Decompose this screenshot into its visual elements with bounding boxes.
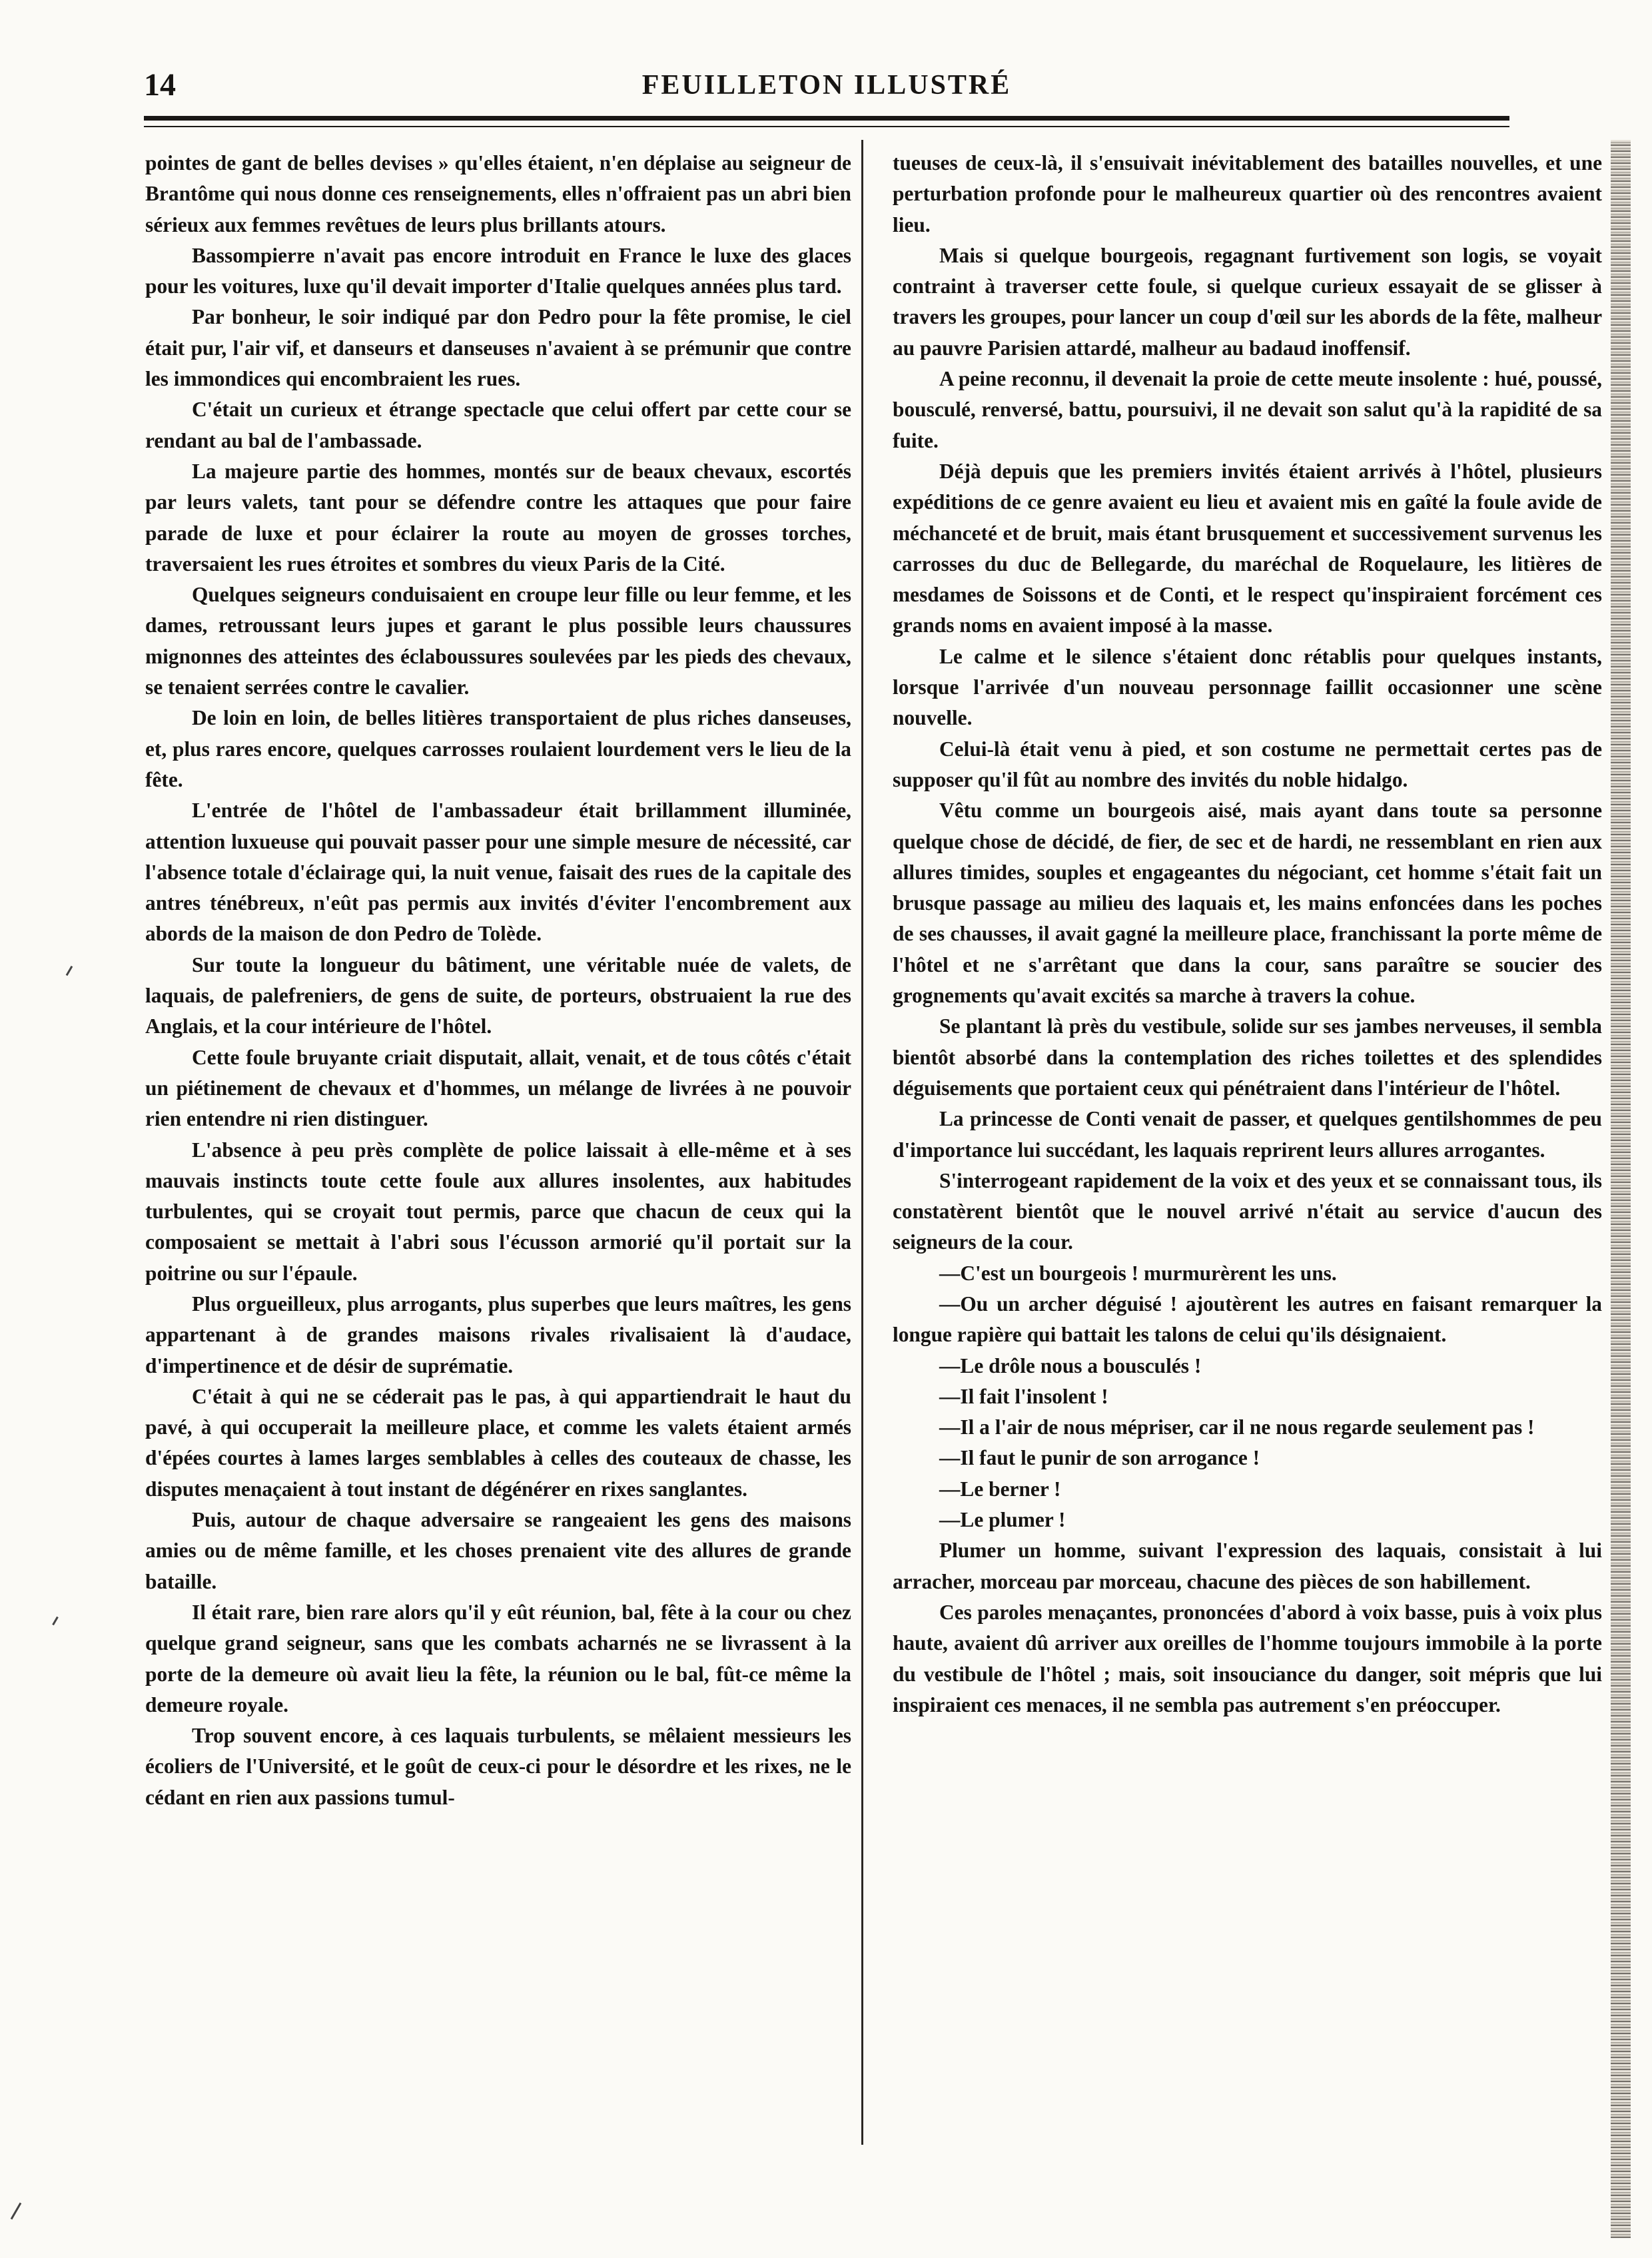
paragraph: Déjà depuis que les premiers invités étaient arrivés à l'hôtel, plusieurs expéditions de ce genre avaient eu lieu et avaient mis en gaîté la foule avide de méchanceté et de bruit, mais étant brusquement et successivement survenus les carrosses du duc de Bellegarde, du maréchal de Roquelaure, les litières de mesdames de Soissons et de Conti, et le respect qu'inspiraient forcément ces grands noms en avaient imposé à la masse. <box>893 459 1602 637</box>
running-title: FEUILLETON ILLUSTRÉ <box>641 70 1012 101</box>
paragraph: La majeure partie des hommes, montés sur de beaux chevaux, escortés par leurs valets, tant pour se défendre contre les attaques que pour faire parade de luxe et pour éclairer la route au moyen de grosses torches, traversaient les rues étroites et sombres du vieux Paris de la Cité. <box>145 459 851 575</box>
paragraph: Ces paroles menaçantes, prononcées d'abord à voix basse, puis à voix plus haute, avaient dû arriver aux oreilles de l'homme toujours immobile à la porte du vestibule de l'hôtel ; mais, soit insouciance du danger, soit mépris que lui inspiraient ces menaces, il ne sembla pas autrement s'en préoccuper. <box>893 1600 1602 1716</box>
paragraph: Trop souvent encore, à ces laquais turbulents, se mêlaient messieurs les écoliers de l'Université, et le goût de ceux-ci pour le désordre et les rixes, ne le cédant en rien aux passions tumul- <box>145 1724 851 1809</box>
dialogue-line: —Le berner ! <box>939 1477 1061 1501</box>
dialogue-line: —Il faut le punir de son arrogance ! <box>939 1446 1260 1470</box>
paragraph: C'était à qui ne se céderait pas le pas, à qui appartiendrait le haut du pavé, à qui occuperait la meilleure place, et comme les valets étaient armés d'épées courtes à lames larges semblables à celles des couteaux de chasse, les disputes menaçaient à tout instant de dégénérer en rixes sanglantes. <box>145 1384 851 1501</box>
paragraph: Vêtu comme un bourgeois aisé, mais ayant dans toute sa personne quelque chose de décidé, de fier, de sec et de hardi, ne ressemblant en rien aux allures timides, souples et engageantes du négociant, cet homme s'était fait un brusque passage au milieu des laquais et, les mains enfoncées dans les poches de ses chausses, il avait gagné la meilleure place, franchissant la porte même de l'hôtel et ne s'arrêtant que dans la cour, sans paraître se soucier des grognements qu'avait excités sa marche à travers la cohue. <box>893 799 1602 1008</box>
paragraph: Celui-là était venu à pied, et son costume ne permettait certes pas de supposer qu'il fût au nombre des invités du noble hidalgo. <box>893 737 1602 791</box>
dialogue-line: —Le plumer ! <box>939 1508 1066 1532</box>
paragraph: Par bonheur, le soir indiqué par don Pedro pour la fête promise, le ciel était pur, l'air vif, et danseurs et danseuses n'avaient à se prémunir que contre les immondices qui encombraient les rues. <box>145 305 851 391</box>
page-number: 14 <box>144 67 176 103</box>
paragraph: Mais si quelque bourgeois, regagnant furtivement son logis, se voyait contraint à traverser cette foule, si quelque curieux essayait de se glisser à travers les groupes, pour lancer un coup d'œil sur les abords de la fête, malheur au pauvre Parisien attardé, malheur au badaud inoffensif. <box>893 243 1602 360</box>
paragraph: Puis, autour de chaque adversaire se rangeaient les gens des maisons amies ou de même famille, et les choses prenaient vite des allures de grande bataille. <box>145 1508 851 1593</box>
paragraph: Se plantant là près du vestibule, solide sur ses jambes nerveuses, il sembla bientôt absorbé dans la contemplation des riches toilettes et des splendides déguisements que portaient ceux qui pénétraient dans l'intérieur de l'hôtel. <box>893 1014 1602 1100</box>
paragraph: S'interrogeant rapidement de la voix et des yeux et se connaissant tous, ils constatèrent bientôt que le nouvel arrivé n'était au service d'aucun des seigneurs de la cour. <box>893 1168 1602 1254</box>
paragraph: tueuses de ceux-là, il s'ensuivait inévitablement des batailles nouvelles, et une perturbation profonde pour le malheureux quartier où des rencontres avaient lieu. <box>893 151 1602 236</box>
header-rule-thin <box>144 126 1509 127</box>
paragraph: La princesse de Conti venait de passer, et quelques gentilshommes de peu d'importance lui succédant, les laquais reprirent leurs allures arrogantes. <box>893 1107 1602 1162</box>
paragraph: pointes de gant de belles devises » qu'elles étaient, n'en déplaise au seigneur de Brantôme qui nous donne ces renseignements, elles n'offraient pas un abri bien sérieux aux femmes revêtues de leurs plus brillants atours. <box>145 151 851 236</box>
paragraph: Bassompierre n'avait pas encore introduit en France le luxe des glaces pour les voitures, luxe qu'il devait importer d'Italie quelques années plus tard. <box>145 243 851 298</box>
right-column <box>893 148 1602 1720</box>
paragraph: A peine reconnu, il devenait la proie de cette meute insolente : hué, poussé, bousculé, renversé, battu, poursuivi, il ne devait son salut qu'à la rapidité de sa fuite. <box>893 367 1602 452</box>
scanned-page-edge <box>1611 140 1631 2238</box>
paragraph: Plus orgueilleux, plus arrogants, plus superbes que leurs maîtres, les gens appartenant à de grandes maisons rivales rivalisaient là d'audace, d'impertinence et de désir de suprématie. <box>145 1292 851 1377</box>
header-rule-thick <box>144 116 1509 121</box>
column-divider <box>861 140 863 2145</box>
dialogue-line: —Le drôle nous a bousculés ! <box>939 1353 1202 1377</box>
scan-mark <box>66 966 73 976</box>
paragraph: Le calme et le silence s'étaient donc rétablis pour quelques instants, lorsque l'arrivée d'un nouveau personnage faillit occasionner une scène nouvelle. <box>893 644 1602 730</box>
paragraph: Cette foule bruyante criait disputait, allait, venait, et de tous côtés c'était un piétinement de chevaux et d'hommes, un mélange de livrées à ne pouvoir rien entendre ni rien distinguer. <box>145 1045 851 1131</box>
paragraph: L'entrée de l'hôtel de l'ambassadeur était brillamment illuminée, attention luxueuse qui pouvait passer pour une simple mesure de nécessité, car l'absence totale d'éclairage qui, la nuit venue, faisait des rues de la capitale des antres ténébreux, n'eût pas permis aux invités d'éviter l'encombrement aux abords de la maison de don Pedro de Tolède. <box>145 799 851 946</box>
scan-mark <box>11 2203 22 2220</box>
left-column <box>145 148 851 1813</box>
paragraph: L'absence à peu près complète de police laissait à elle-même et à ses mauvais instincts toute cette foule aux allures insolentes, aux habitudes turbulentes, qui se croyait tout permis, parce que chacun de ceux qui la composaient se mettait à l'abri sous l'écusson armorié qu'il portait sur la poitrine ou sur l'épaule. <box>145 1138 851 1285</box>
scan-mark <box>52 1617 59 1626</box>
page-header <box>144 67 1509 105</box>
dialogue-line: —Ou un archer déguisé ! ajoutèrent les autres en faisant remarquer la longue rapière qui battait les talons de celui qu'ils désignaient. <box>893 1292 1602 1347</box>
paragraph: Il était rare, bien rare alors qu'il y eût réunion, bal, fête à la cour ou chez quelque grand seigneur, sans que les combats acharnés ne se livrassent à la porte de la demeure où avait lieu la fête, la réunion ou le bal, fût-ce même la demeure royale. <box>145 1600 851 1716</box>
paragraph: Plumer un homme, suivant l'expression des laquais, consistait à lui arracher, morceau par morceau, chacune des pièces de son habillement. <box>893 1539 1602 1593</box>
dialogue-line: —Il a l'air de nous mépriser, car il ne nous regarde seulement pas ! <box>939 1415 1535 1439</box>
dialogue-line: —C'est un bourgeois ! murmurèrent les uns. <box>939 1261 1337 1285</box>
paragraph: C'était un curieux et étrange spectacle que celui offert par cette cour se rendant au bal de l'ambassade. <box>145 398 851 452</box>
paragraph: De loin en loin, de belles litières transportaient de plus riches danseuses, et, plus rares encore, quelques carrosses roulaient lourdement vers le lieu de la fête. <box>145 706 851 791</box>
paragraph: Sur toute la longueur du bâtiment, une véritable nuée de valets, de laquais, de palefreniers, de gens de suite, de porteurs, obstruaient la rue des Anglais, et la cour intérieure de l'hôtel. <box>145 952 851 1038</box>
paragraph: Quelques seigneurs conduisaient en croupe leur fille ou leur femme, et les dames, retroussant leurs jupes et garant le plus possible leurs chaussures mignonnes des atteintes des éclaboussures soulevées par les pieds des chevaux, se tenaient serrées contre le cavalier. <box>145 583 851 699</box>
dialogue-line: —Il fait l'insolent ! <box>939 1384 1108 1408</box>
